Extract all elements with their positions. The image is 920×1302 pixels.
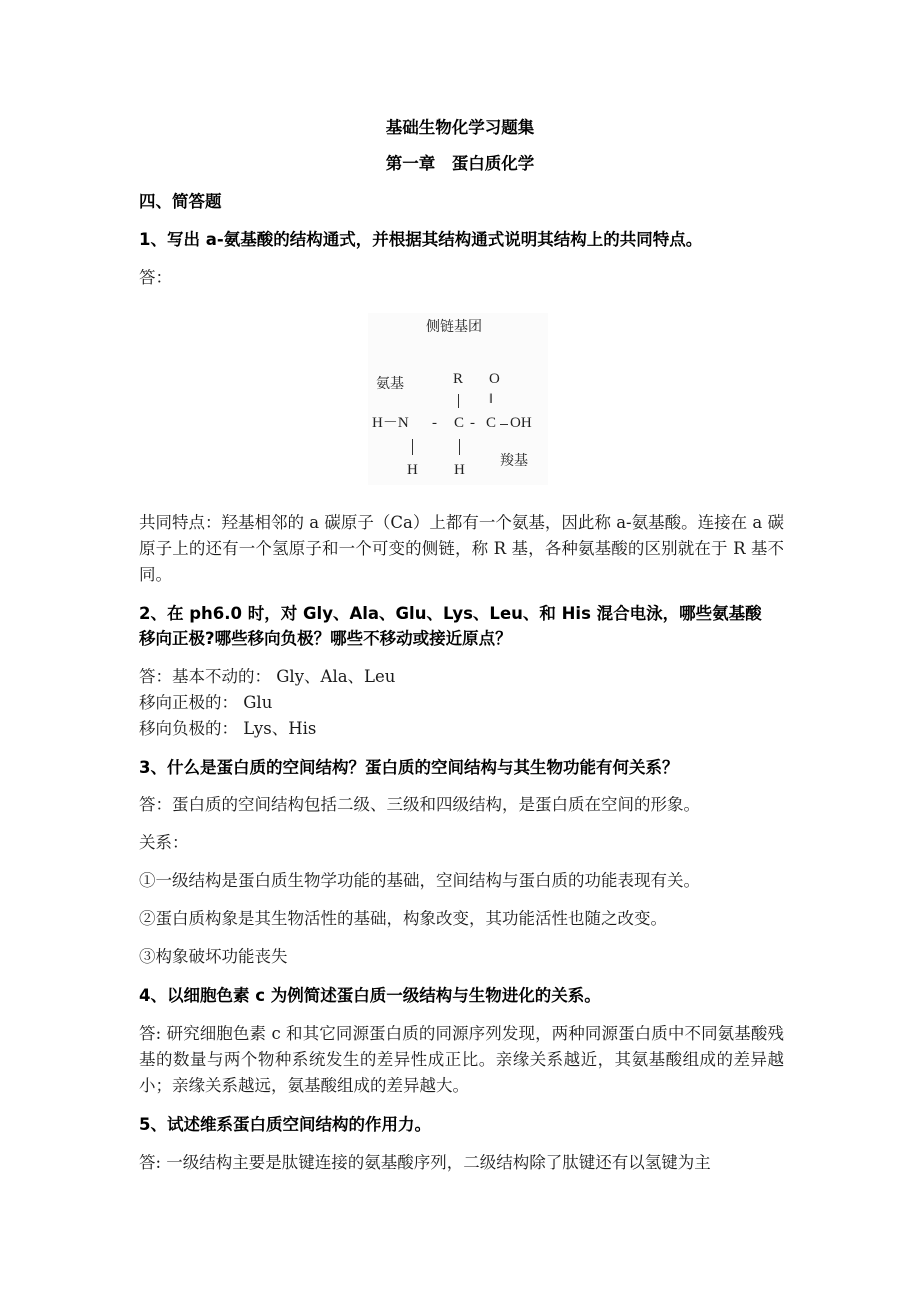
carbonyl-carbon: C — [486, 415, 497, 431]
alpha-carbon: C — [454, 415, 465, 431]
relation-item-3: ③构象破坏功能丧失 — [139, 947, 288, 966]
oxygen-symbol: O — [489, 371, 500, 387]
side-chain-label: 侧链基团 — [426, 319, 482, 335]
bond-r-c — [458, 394, 459, 408]
bond-n-h — [412, 439, 413, 455]
amino-acid-structure-formula — [368, 313, 548, 485]
question-3: 3、什么是蛋白质的空间结构？蛋白质的空间结构与其生物功能有何关系？ — [139, 758, 679, 777]
answer-2-anode: 移向正极的： Glu — [139, 693, 273, 712]
question-4: 4、以细胞色素 c 为例简述蛋白质一级结构与生物进化的关系。 — [139, 986, 601, 1005]
relation-label: 关系： — [139, 833, 189, 852]
question-2-line-1: 2、在 ph6.0 时，对 Gly、Ala、Glu、Lys、Leu、和 His 混合电泳，哪些氨基酸 — [139, 604, 762, 623]
answer-5: 答: 一级结构主要是肽键连接的氨基酸序列，二级结构除了肽键还有以氢键为主 — [139, 1153, 711, 1172]
answer-2-cathode: 移向负极的： Lys、His — [139, 719, 317, 738]
answer-label-1: 答： — [139, 268, 172, 287]
hydrogen-on-n: H — [407, 462, 418, 478]
answer-2-neutral: 答：基本不动的： Gly、Ala、Leu — [139, 667, 396, 686]
document-title: 基础生物化学习题集 — [385, 118, 535, 137]
double-bond-symbol: ‖ — [489, 392, 493, 407]
bond-c-oh — [500, 424, 508, 425]
hydrogen-on-c: H — [454, 462, 465, 478]
carboxyl-group-label: 羧基 — [500, 453, 528, 469]
question-1: 1、写出 a-氨基酸的结构通式，并根据其结构通式说明其结构上的共同特点。 — [139, 230, 703, 249]
bond-dash-1: - — [432, 415, 437, 431]
h-n-group: H－N — [372, 415, 409, 431]
amino-group-label: 氨基 — [376, 376, 404, 392]
relation-item-1: ①一级结构是蛋白质生物学功能的基础，空间结构与蛋白质的功能表现有关。 — [139, 871, 700, 890]
answer-4: 答: 研究细胞色素 c 和其它同源蛋白质的同源序列发现，两种同源蛋白质中不同氨基酸残基的数量与两个物种系统发生的差异性成正比。亲缘关系越近，其氨基酸组成的差异越小；亲缘关系越远，氨基酸组成的差异越大。 — [139, 1024, 784, 1095]
question-2-line-2: 移向正极?哪些移向负极？哪些不移动或接近原点？ — [139, 629, 512, 648]
hydroxyl-group: OH — [510, 415, 532, 431]
r-group-symbol: R — [453, 371, 464, 387]
question-5: 5、试述维系蛋白质空间结构的作用力。 — [139, 1115, 431, 1134]
relation-item-2: ②蛋白质构象是其生物活性的基础，构象改变，其功能活性也随之改变。 — [139, 909, 667, 928]
features-paragraph: 共同特点：羟基相邻的 a 碳原子（Ca）上都有一个氨基，因此称 a-氨基酸。连接在 a 碳原子上的还有一个氢原子和一个可变的侧链，称 R 基，各种氨基酸的区别就在于 R 基不同。 — [139, 513, 784, 584]
chapter-heading: 第一章 蛋白质化学 — [385, 154, 535, 173]
section-heading: 四、简答题 — [139, 192, 222, 211]
bond-c-h — [459, 439, 460, 455]
answer-3: 答：蛋白质的空间结构包括二级、三级和四级结构，是蛋白质在空间的形象。 — [139, 795, 700, 814]
bond-dash-2: - — [470, 415, 475, 431]
